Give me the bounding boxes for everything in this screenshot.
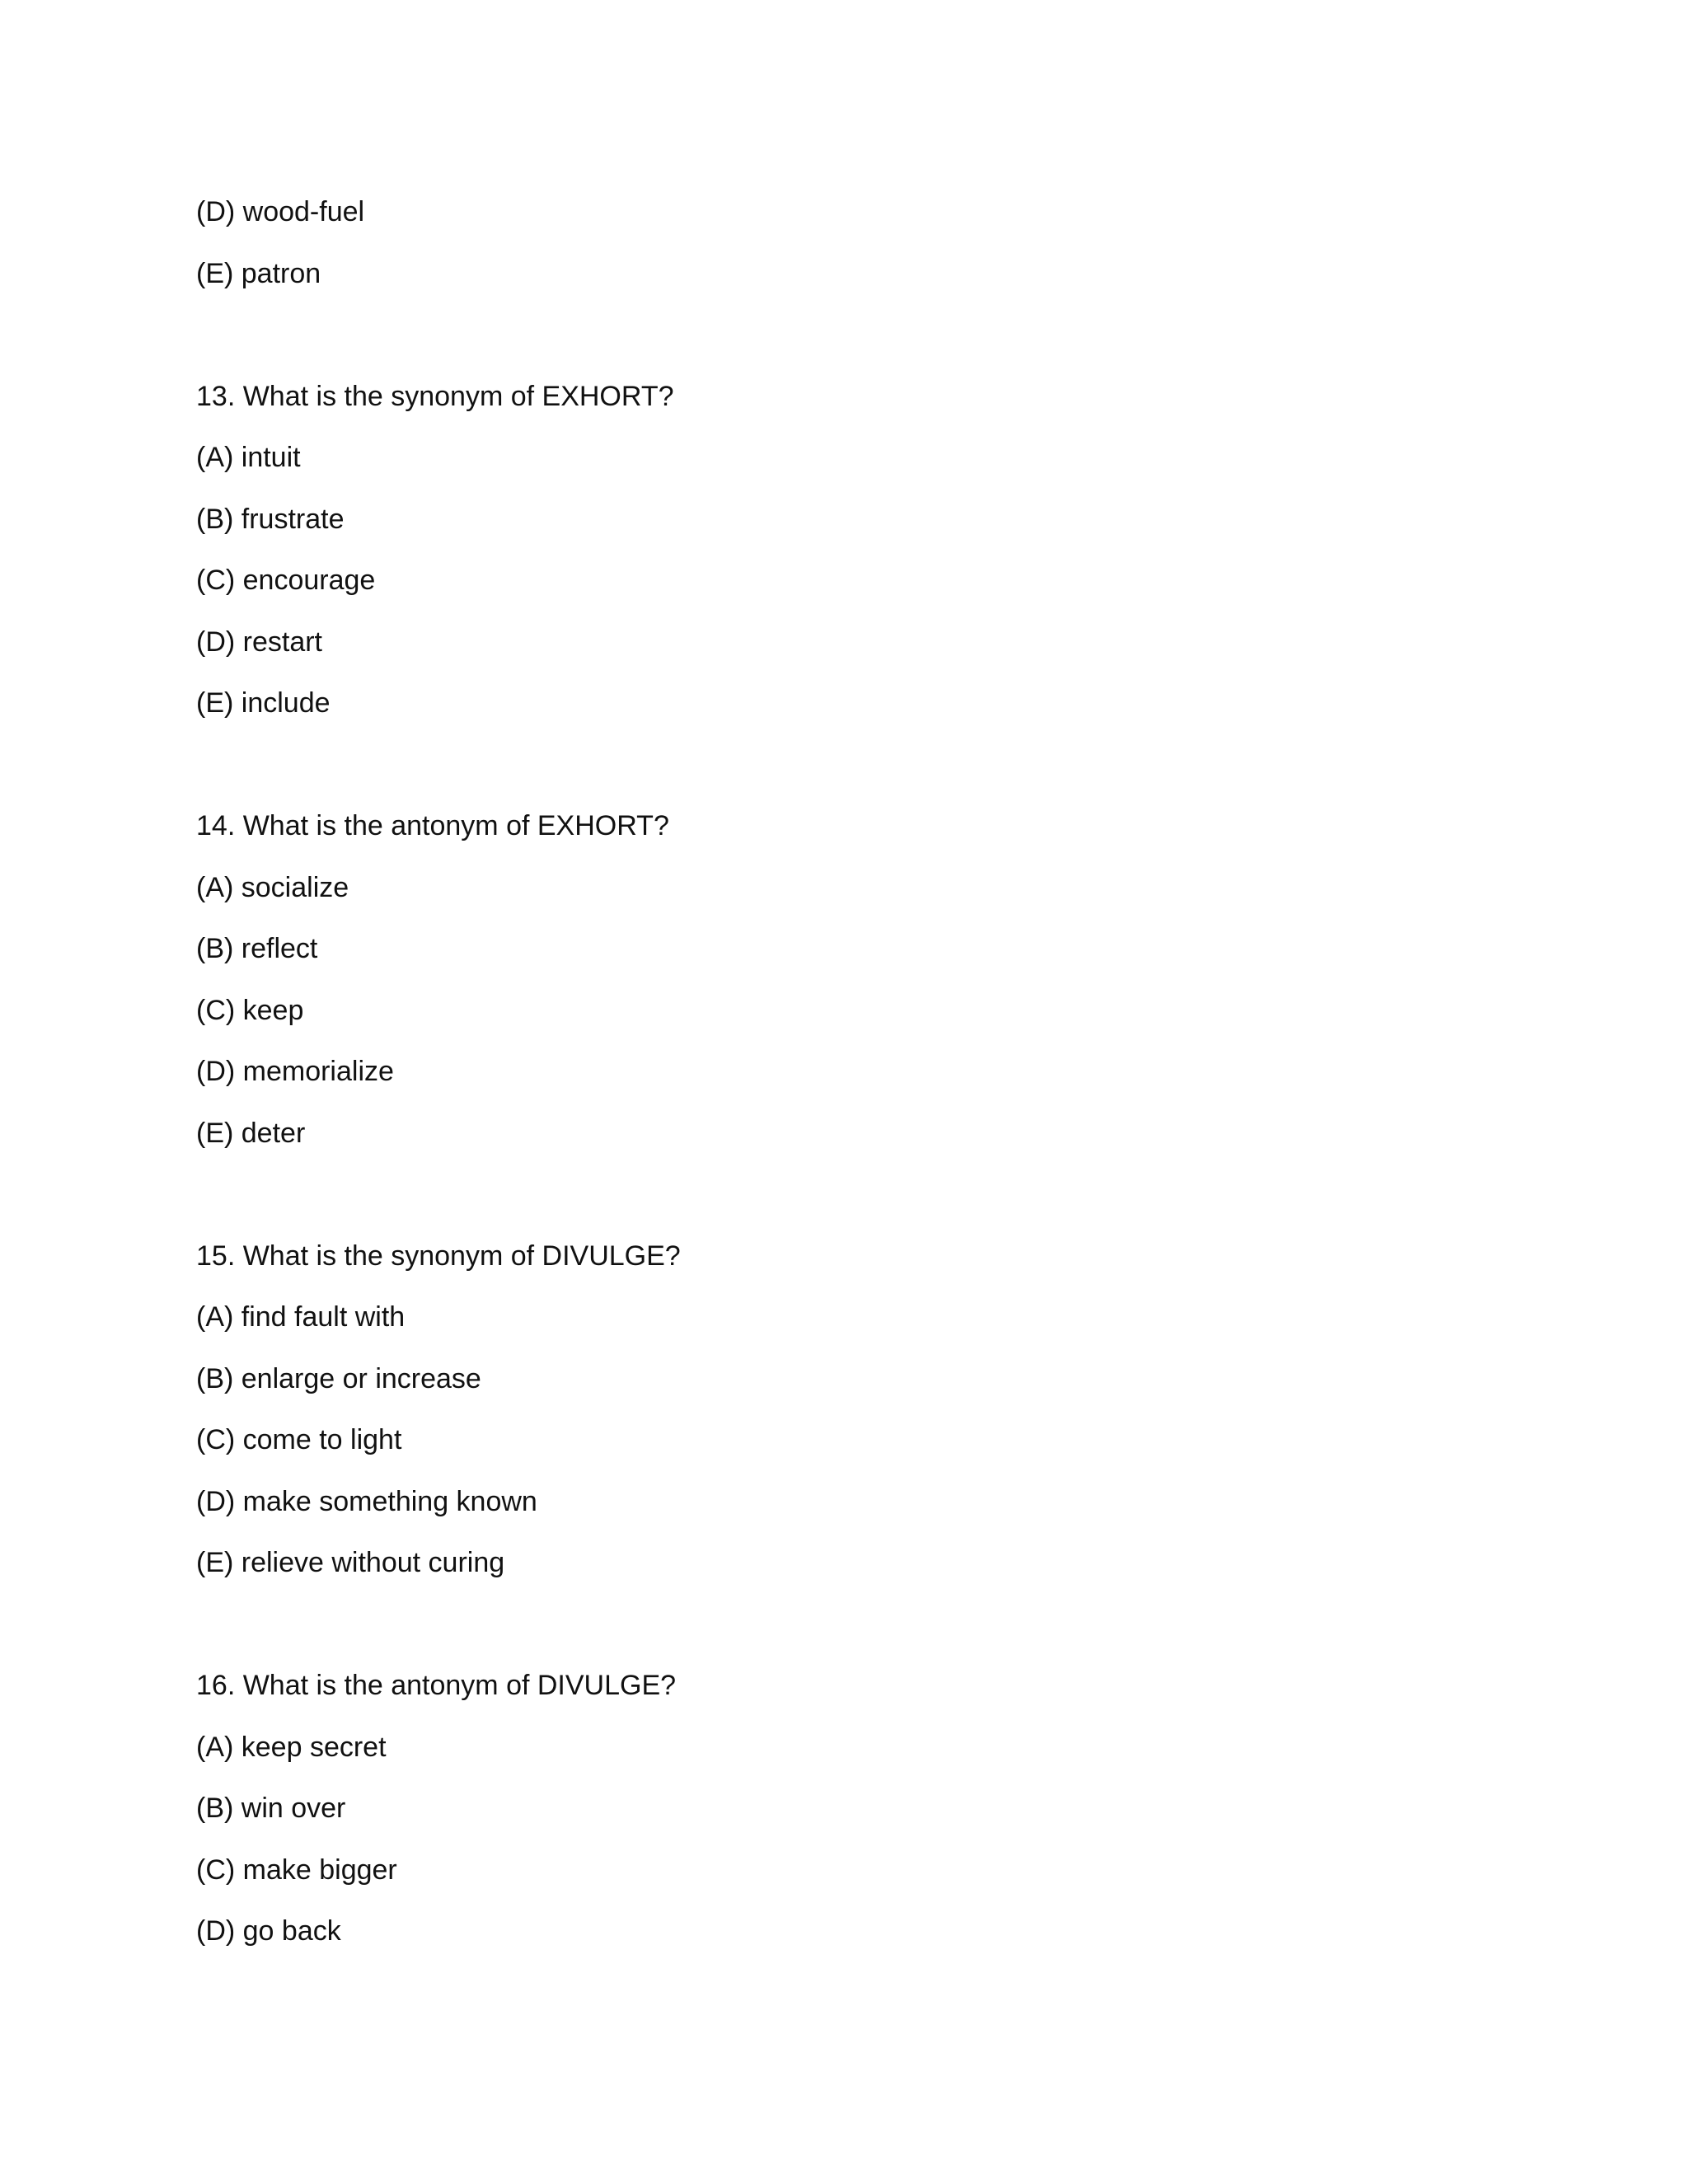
option-a: (A) socialize [196,871,349,903]
option-d: (D) make something known [196,1485,537,1517]
question-13 [196,380,1432,720]
option-e: (E) include [196,687,331,719]
spacer [196,1178,1432,1240]
option-c: (C) make bigger [196,1854,397,1886]
question-12-continued [196,195,1432,290]
spacer [196,318,1432,380]
option-b: (B) enlarge or increase [196,1362,481,1394]
document-content [196,195,1432,1976]
option-b: (B) win over [196,1793,346,1824]
option-b: (B) reflect [196,933,318,964]
question-prompt: 15. What is the synonym of DIVULGE? [196,1240,681,1272]
option-b: (B) frustrate [196,503,345,535]
option-d: (D) go back [196,1915,341,1947]
option-d: (D) restart [196,626,322,658]
question-prompt: 14. What is the antonym of EXHORT? [196,810,669,841]
option-e: (E) patron [196,257,321,289]
option-c: (C) come to light [196,1424,402,1455]
question-15 [196,1240,1432,1580]
spacer [196,1608,1432,1670]
option-a: (A) intuit [196,442,301,473]
question-prompt: 13. What is the synonym of EXHORT? [196,380,674,412]
question-prompt: 16. What is the antonym of DIVULGE? [196,1670,677,1701]
option-a: (A) find fault with [196,1301,406,1333]
option-e: (E) deter [196,1117,306,1149]
option-a: (A) keep secret [196,1731,387,1763]
question-14 [196,809,1432,1150]
option-d: (D) wood-fuel [196,196,365,227]
option-c: (C) keep [196,994,304,1026]
question-16 [196,1669,1432,1947]
option-d: (D) memorialize [196,1056,394,1087]
option-e: (E) relieve without curing [196,1547,505,1578]
spacer [196,748,1432,810]
option-c: (C) encourage [196,565,376,596]
